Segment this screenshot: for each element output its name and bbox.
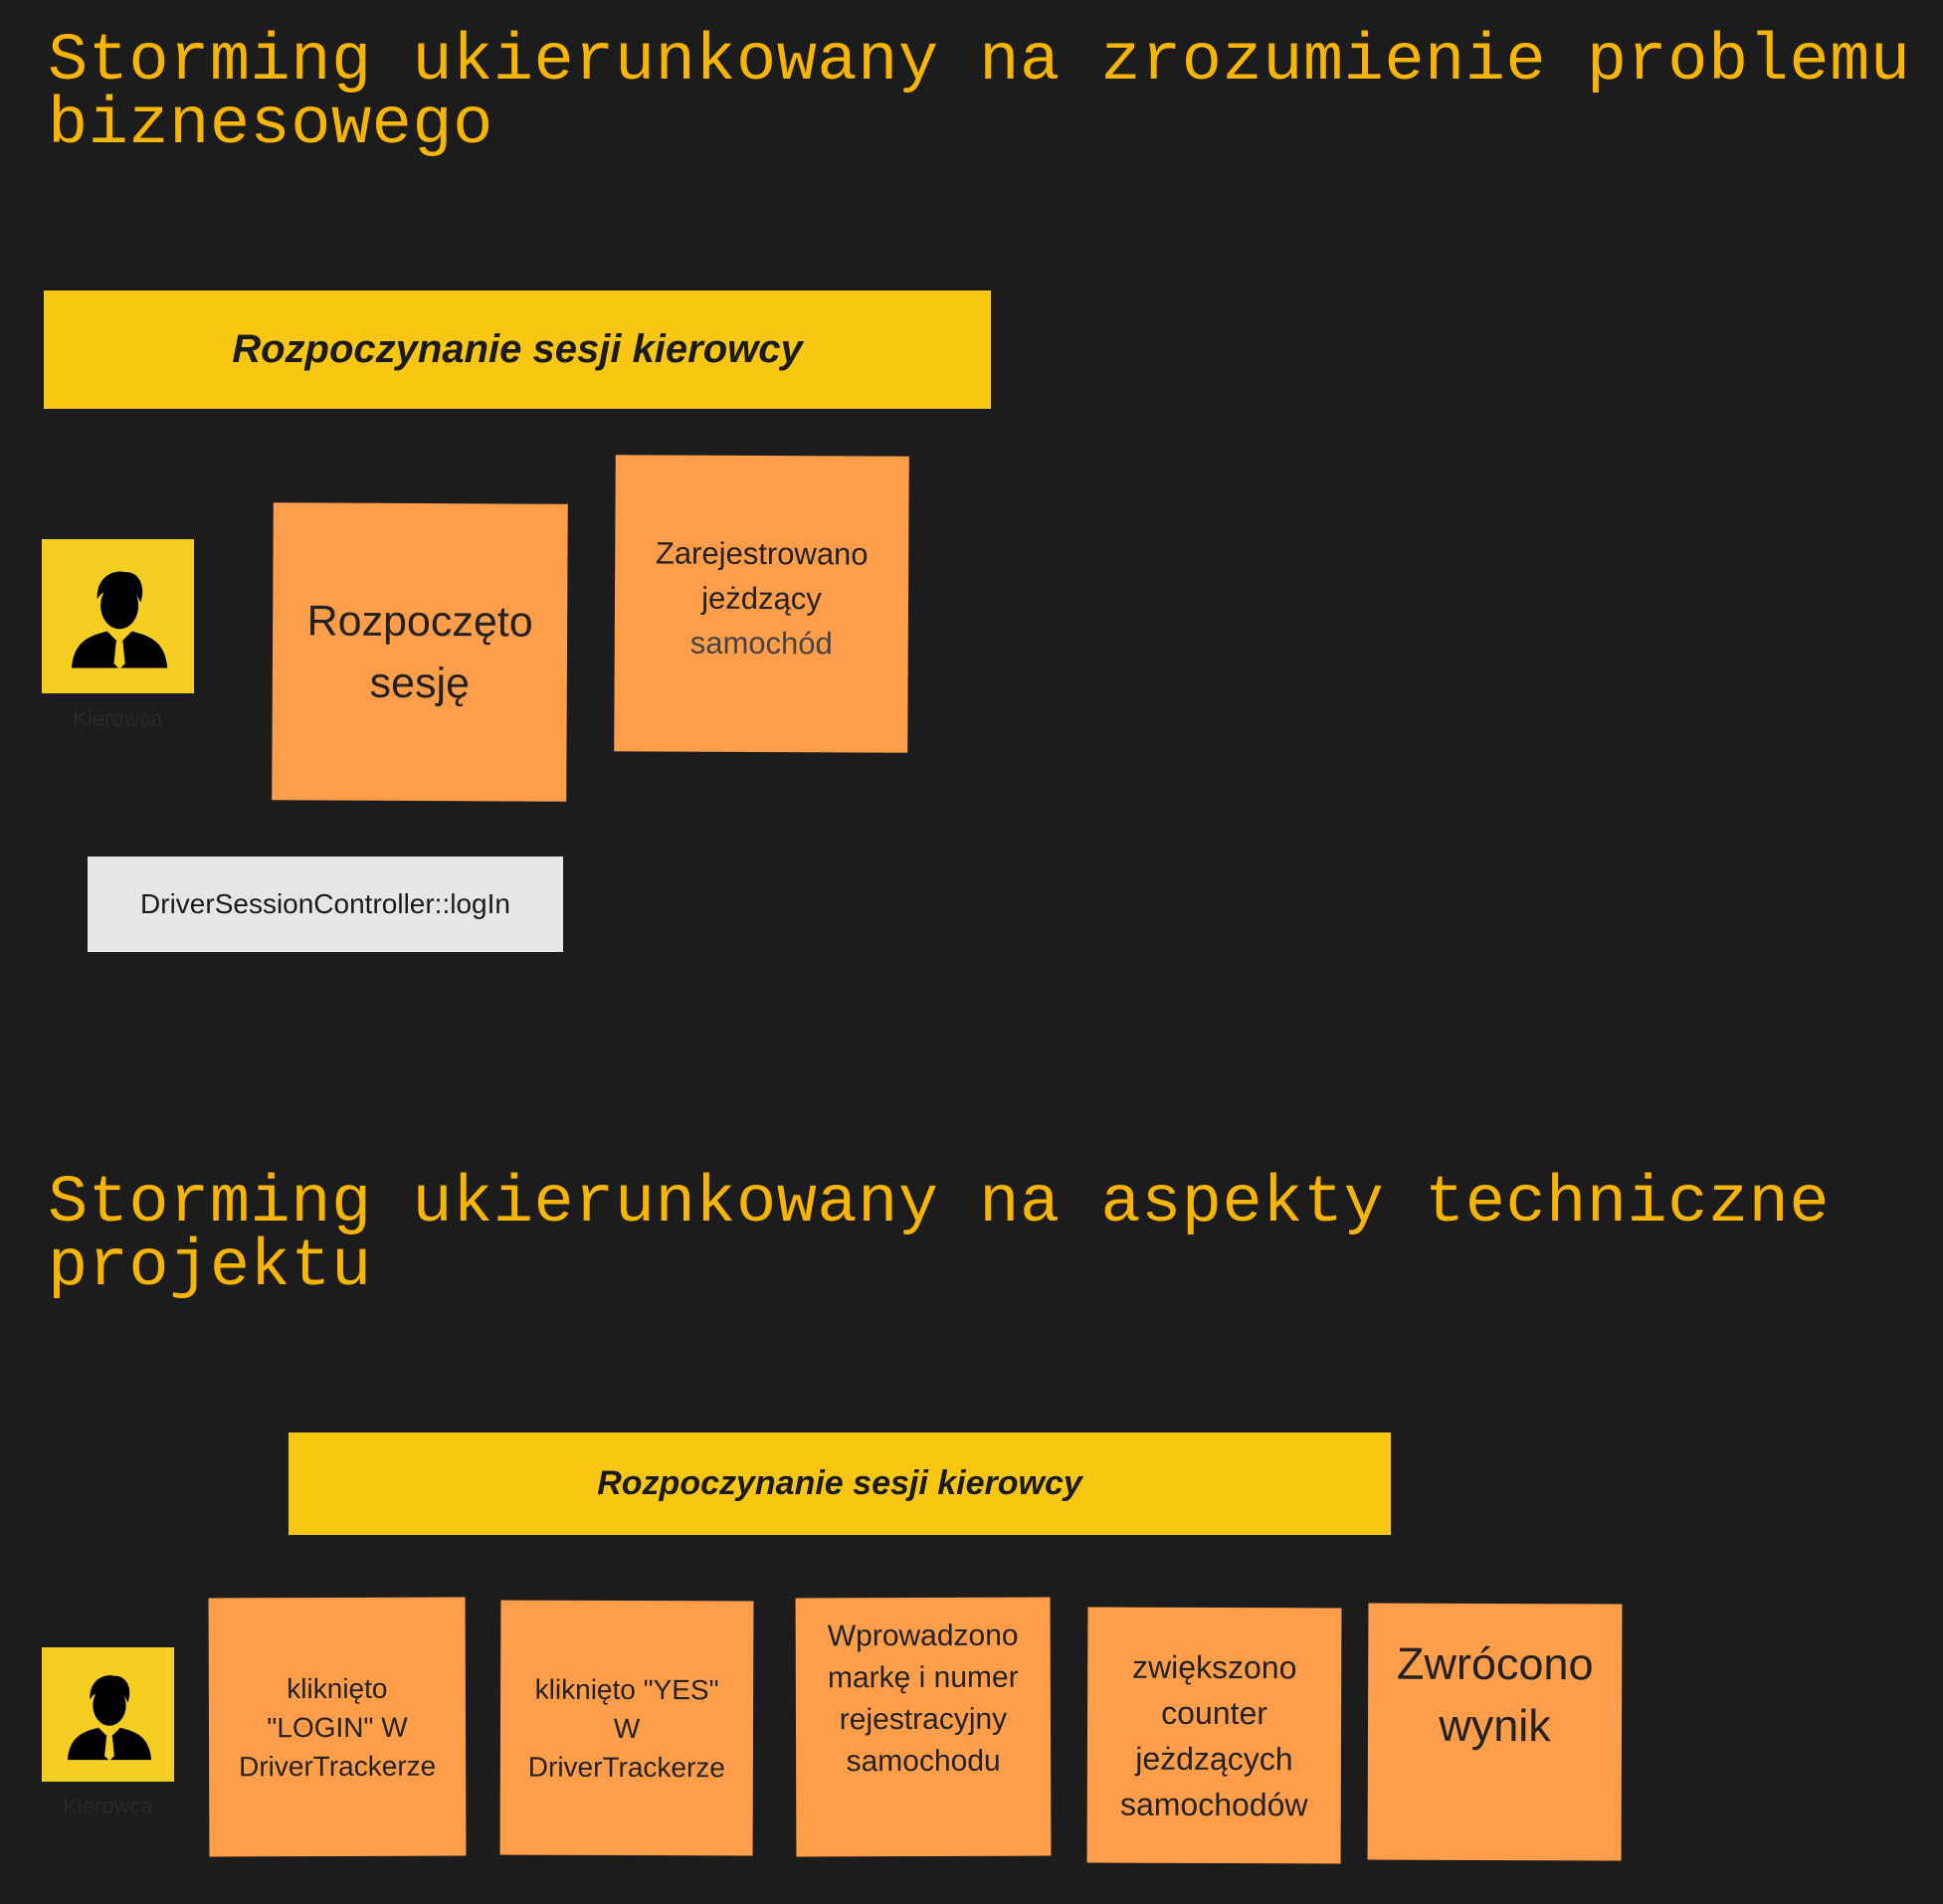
section-1-actor-card[interactable] bbox=[42, 539, 194, 693]
section-2-actor-label: Kierowca bbox=[63, 1794, 153, 1818]
sticky-note-car-registered[interactable]: Zarejestrowano jeżdzący samochód bbox=[614, 455, 909, 753]
section-2-process-bar[interactable] bbox=[289, 1432, 1391, 1535]
sticky-note-login-clicked[interactable]: kliknięto "LOGIN" W DriverTrackerze bbox=[209, 1598, 467, 1857]
section-2-actor-card[interactable] bbox=[42, 1647, 174, 1782]
section-1-heading: Storming ukierunkowany na zrozumienie problemu biznesowego bbox=[48, 24, 1911, 163]
sticky-note-plate-entered[interactable]: Wprowadzono markę i numer rejestracyjny samochodu bbox=[796, 1598, 1052, 1857]
sticky-note-session-started[interactable]: Rozpoczęto sesję bbox=[272, 502, 568, 802]
person-in-suit-icon bbox=[63, 561, 174, 672]
section-1-process-bar[interactable] bbox=[44, 290, 991, 409]
sticky-note-result-returned[interactable]: Zwrócono wynik bbox=[1368, 1604, 1623, 1861]
method-card-driver-session-login[interactable] bbox=[88, 857, 563, 952]
sticky-note-yes-clicked[interactable]: kliknięto "YES" W DriverTrackerze bbox=[500, 1601, 754, 1856]
method-label: DriverSessionController::logIn bbox=[140, 888, 510, 919]
section-1-actor-label: Kierowca bbox=[73, 706, 163, 731]
section-2-process-label: Rozpoczynanie sesji kierowcy bbox=[597, 1464, 1082, 1502]
section-2-heading: Storming ukierunkowany na aspekty techniczne projektu bbox=[48, 1166, 1831, 1305]
section-1-process-label: Rozpoczynanie sesji kierowcy bbox=[232, 327, 803, 371]
person-in-suit-icon bbox=[60, 1666, 157, 1764]
sticky-note-counter-incremented[interactable]: zwiększono counter jeżdzących samochodów bbox=[1087, 1608, 1342, 1864]
